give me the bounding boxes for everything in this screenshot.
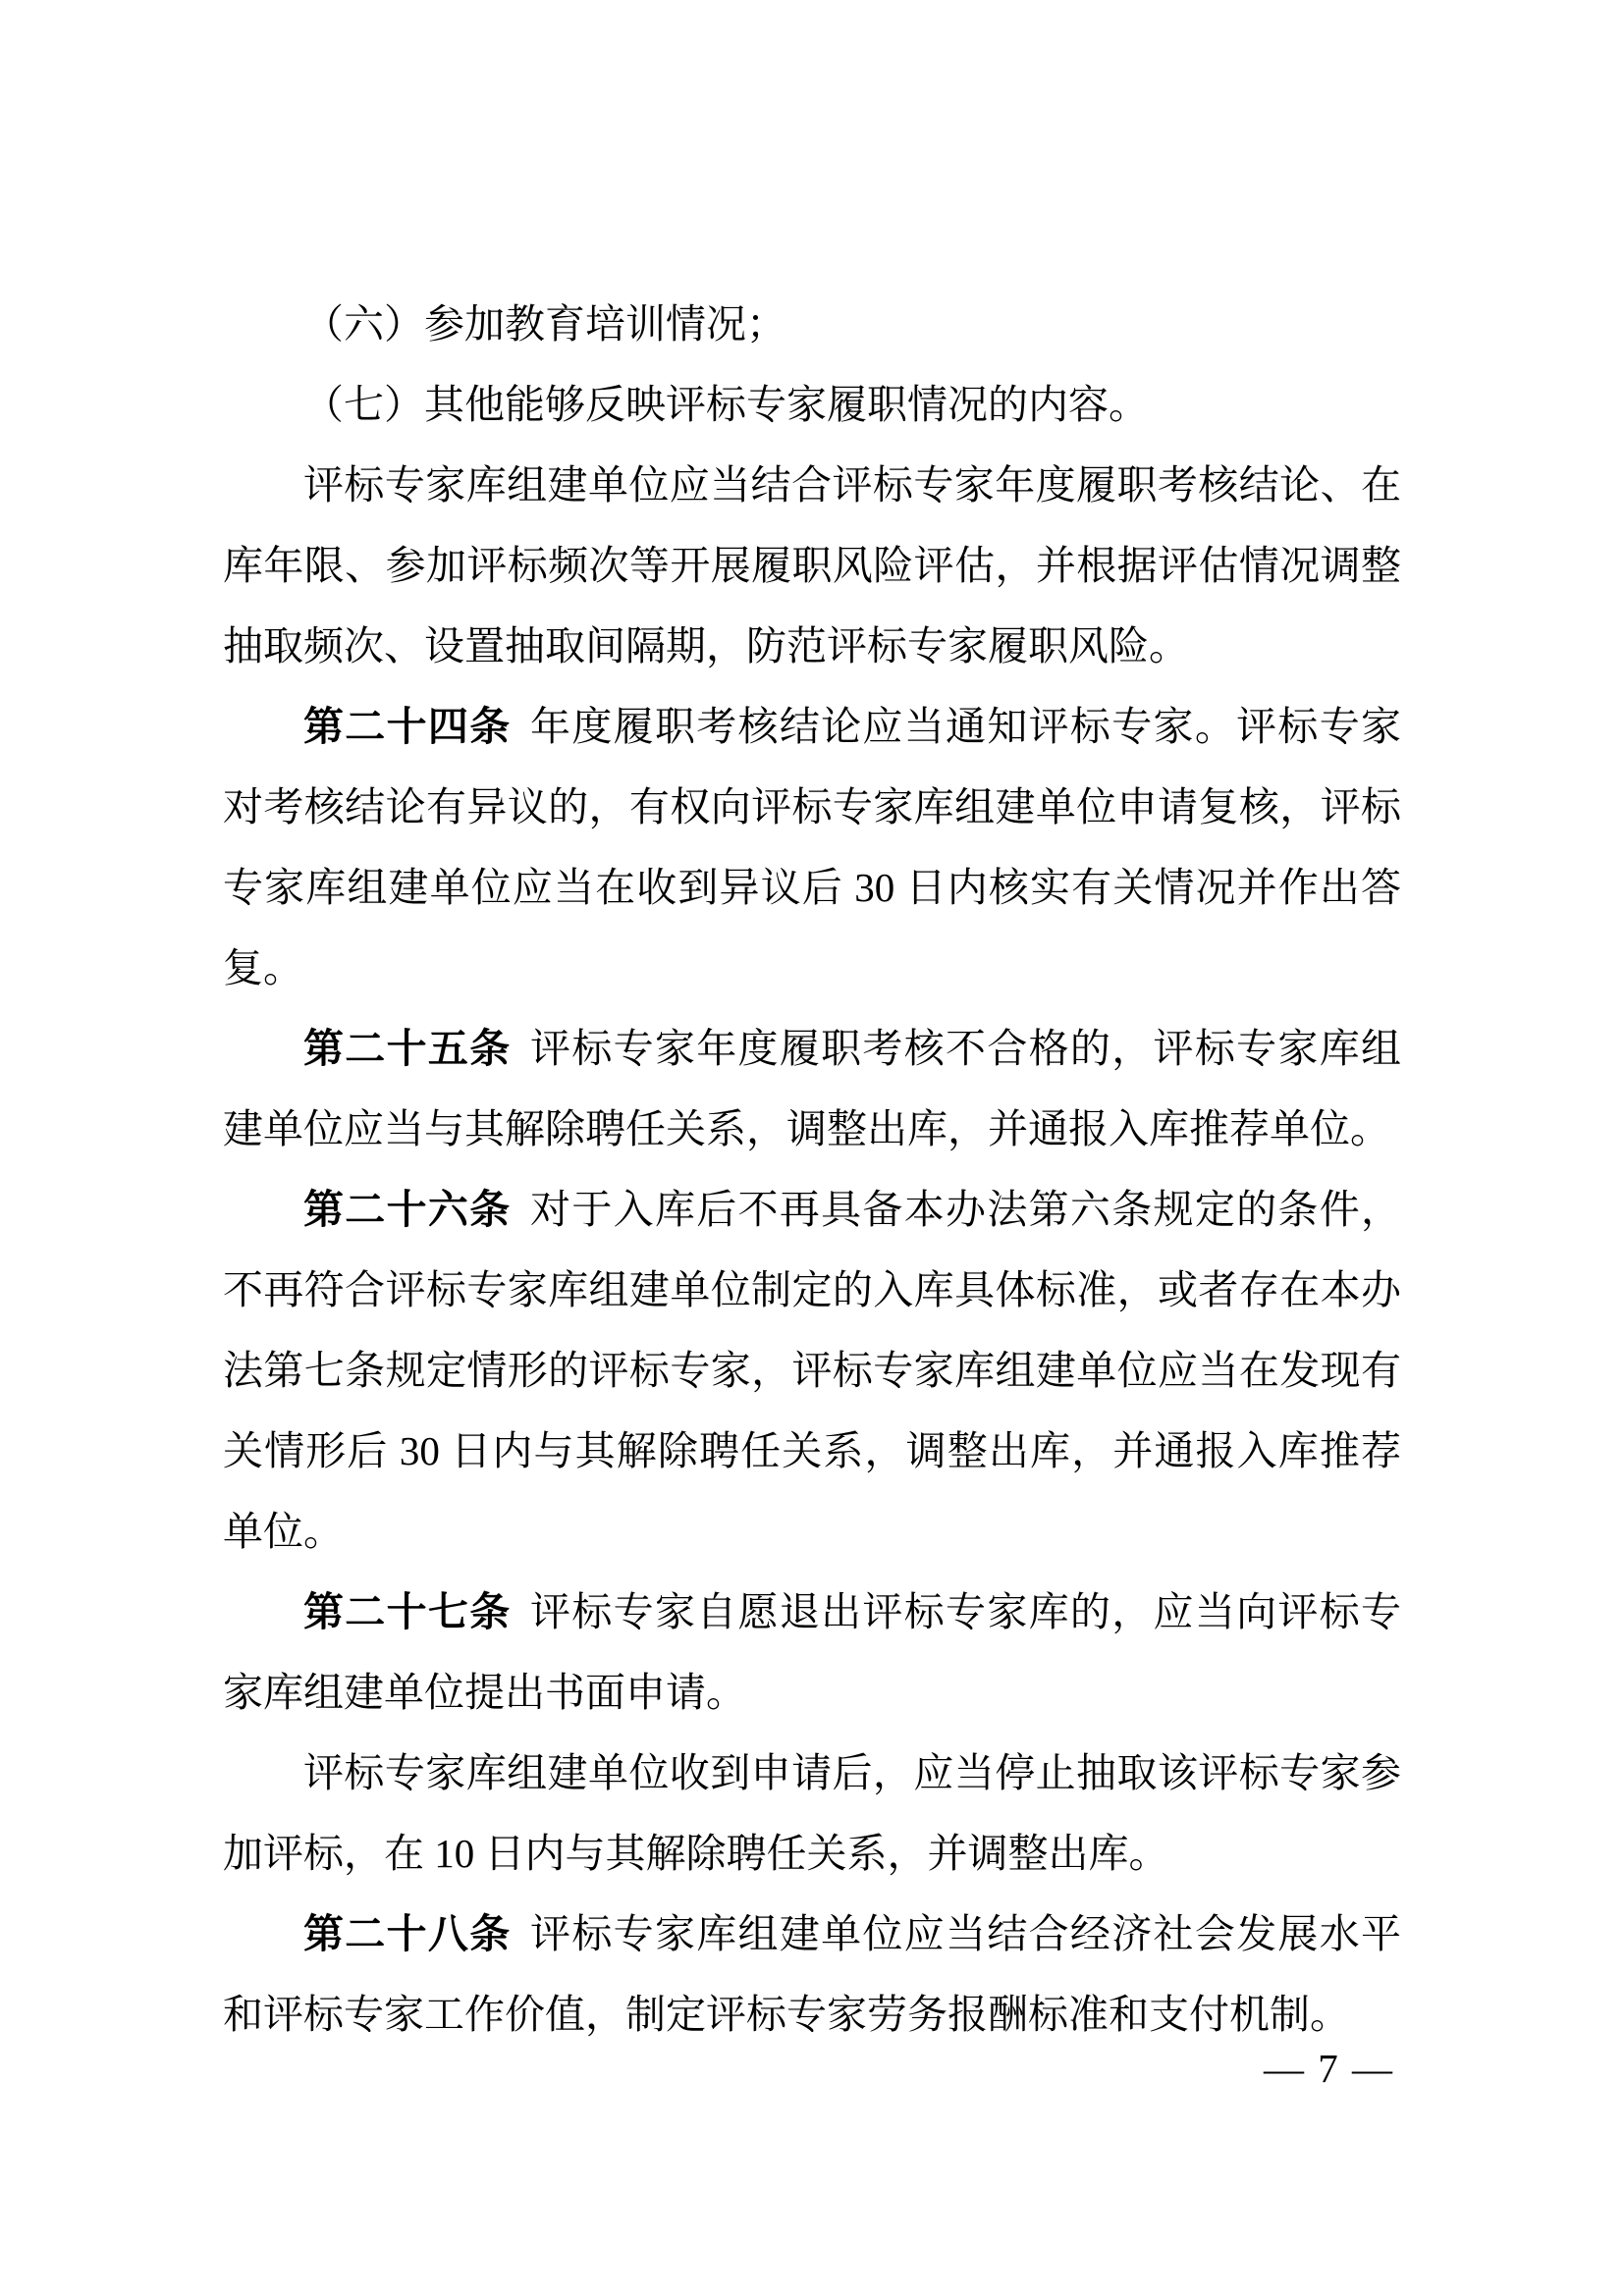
line-text: 不再符合评标专家库组建单位制定的入库具体标准，或者存在本办: [223, 1267, 1401, 1312]
line-text: 评标专家年度履职考核不合格的，评标专家库组: [518, 1026, 1402, 1071]
line-text: （七）其他能够反映评标专家履职情况的内容。: [303, 382, 1149, 427]
line-text: 对于入库后不再具备本办法第六条规定的条件，: [518, 1187, 1402, 1232]
document-line: [223, 1330, 1401, 1411]
document-line: [223, 1652, 1401, 1733]
line-text: 法第七条规定情形的评标专家，评标专家库组建单位应当在发现有: [223, 1348, 1401, 1393]
line-text: 建单位应当与其解除聘任关系，调整出库，并通报入库推荐单位。: [223, 1106, 1390, 1151]
line-text: 库年限、参加评标频次等开展履职风险评估，并根据评估情况调整: [223, 543, 1401, 588]
document-line: [223, 1008, 1401, 1089]
line-text: 抽取频次、设置抽取间隔期，防范评标专家履职风险。: [223, 623, 1189, 668]
document-line: [223, 1169, 1401, 1250]
document-line: [223, 284, 1401, 364]
document-line: [223, 1411, 1401, 1491]
page-number: — 7 —: [1264, 2046, 1394, 2091]
document-line: [223, 525, 1401, 606]
document-line: [223, 1250, 1401, 1330]
line-text: 评标专家库组建单位应当结合经济社会发展水平: [518, 1911, 1402, 1956]
line-text: 对考核结论有异议的，有权向评标专家库组建单位申请复核，评标: [223, 784, 1401, 829]
article-number-heading: 第二十五条: [303, 1026, 512, 1071]
line-text: 年度履职考核结论应当通知评标专家。评标专家: [518, 704, 1402, 749]
line-text: 评标专家库组建单位应当结合评标专家年度履职考核结论、在: [303, 462, 1401, 507]
document-line: [223, 1089, 1401, 1169]
document-line: [223, 1813, 1401, 1894]
line-text: 和评标专家工作价值，制定评标专家劳务报酬标准和支付机制。: [223, 1992, 1350, 2037]
document-line: [223, 767, 1401, 847]
document-body: [223, 284, 1401, 2055]
document-line: [223, 364, 1401, 445]
document-line: [223, 1491, 1401, 1572]
document-line: [223, 928, 1401, 1008]
line-text: （六）参加教育培训情况；: [303, 301, 786, 347]
line-text: 加评标，在 10 日内与其解除聘任关系，并调整出库。: [223, 1831, 1169, 1876]
document-line: [223, 1894, 1401, 1974]
article-number-heading: 第二十四条: [303, 704, 512, 749]
document-line: [223, 847, 1401, 928]
line-text: 家库组建单位提出书面申请。: [223, 1670, 746, 1715]
line-text: 评标专家自愿退出评标专家库的，应当向评标专: [518, 1589, 1402, 1634]
line-text: 复。: [223, 945, 303, 990]
line-text: 评标专家库组建单位收到申请后，应当停止抽取该评标专家参: [303, 1750, 1401, 1795]
document-line: [223, 445, 1401, 525]
article-number-heading: 第二十七条: [303, 1589, 512, 1634]
document-line: [223, 1572, 1401, 1652]
line-text: 单位。: [223, 1509, 344, 1554]
document-line: [223, 686, 1401, 767]
line-text: 专家库组建单位应当在收到异议后 30 日内核实有关情况并作出答: [223, 865, 1401, 910]
document-line: [223, 606, 1401, 686]
document-line: [223, 1974, 1401, 2055]
article-number-heading: 第二十六条: [303, 1187, 512, 1232]
document-line: [223, 1733, 1401, 1813]
article-number-heading: 第二十八条: [303, 1911, 512, 1956]
line-text: 关情形后 30 日内与其解除聘任关系，调整出库，并通报入库推荐: [223, 1428, 1401, 1473]
